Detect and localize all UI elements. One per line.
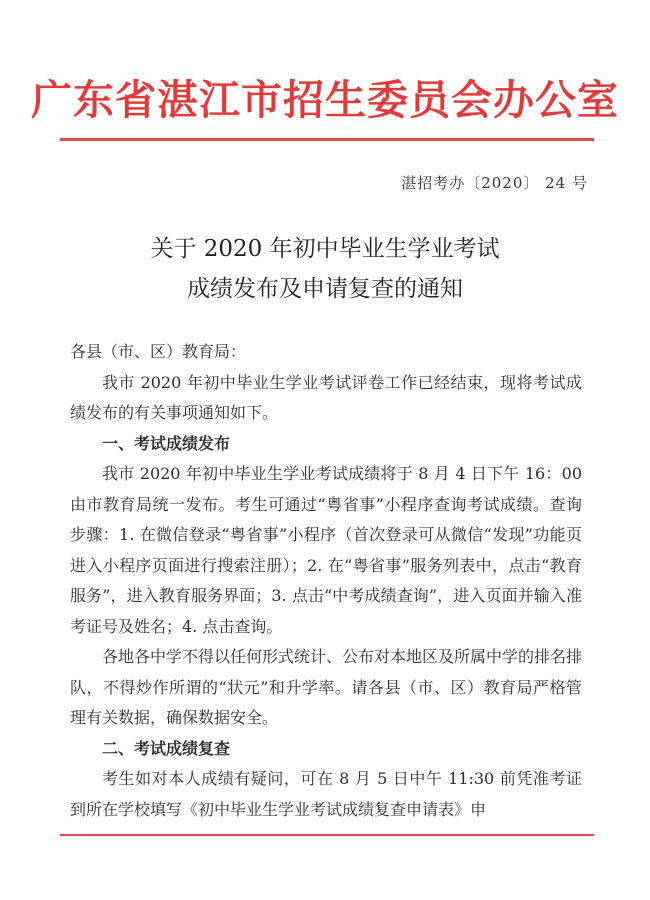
footer-red-rule: [60, 834, 594, 836]
notice-title-line-1: 关于 2020 年初中毕业生学业考试: [150, 236, 500, 262]
salutation: 各县（市、区）教育局：: [70, 342, 247, 361]
issuing-office-title: 广东省湛江市招生委员会办公室: [31, 76, 619, 124]
notice-title: [0, 229, 650, 309]
section-1-heading: 一、考试成绩发布: [102, 433, 231, 453]
section-1-paragraph-2: 各地各中学不得以任何形式统计、公布对本地区及所属中学的排名排队，不得炒作所谓的“状元”和升学率。请各县（市、区）教育局严格管理有关数据，确保数据安全。: [70, 647, 583, 727]
intro-paragraph: 我市 2020 年初中毕业生学业考试评卷工作已经结束，现将考试成绩发布的有关事项通知如下。: [70, 372, 582, 422]
section-2-heading: 二、考试成绩复查: [102, 738, 231, 758]
document-number: 湛招考办〔2020〕 24 号: [401, 174, 588, 192]
notice-body: [70, 337, 582, 825]
header-red-rule: [60, 138, 594, 141]
notice-title-line-2: 成绩发布及申请复查的通知: [187, 276, 463, 302]
section-2-paragraph-1: 考生如对本人成绩有疑问，可在 8 月 5 日中午 11:30 前凭准考证到所在学校填写《初中毕业生学业考试成绩复查申请表》申: [70, 769, 582, 819]
section-1-paragraph-1: 我市 2020 年初中毕业生学业考试成绩将于 8 月 4 日下午 16：00 由市教育局统一发布。考生可通过“粤省事”小程序查询考试成绩。查询步骤：1. 在微信登录“粤省事”小程序（首次登录可从微信“发现”功能页进入小程序页面进行搜索注册）；2. 在“粤省事”服务列表中，点击“教育服务”，进入教育服务界面；3. 点击“中考成绩查询”，进入页面并输入准考证号及姓名；4. 点击查询。: [70, 464, 582, 636]
